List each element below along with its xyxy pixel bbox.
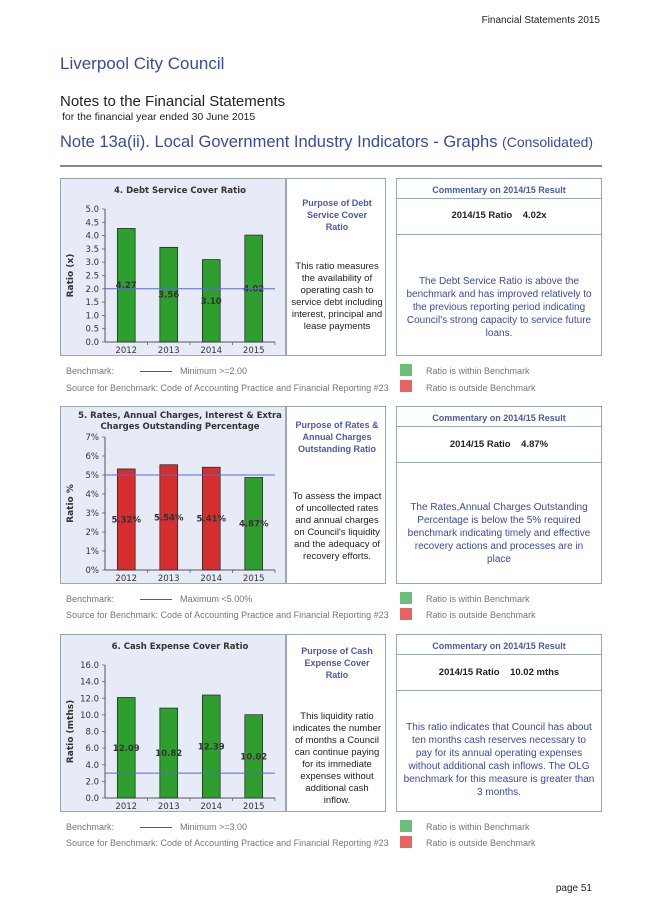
y-tick-label: 4.0 xyxy=(85,231,99,242)
divider xyxy=(397,198,601,199)
benchmark-line-swatch xyxy=(140,371,172,372)
divider xyxy=(397,462,601,463)
x-tick-label: 2015 xyxy=(242,574,265,583)
ratio-value: 4.87% xyxy=(521,439,549,450)
chart-title: 6. Cash Expense Cover Ratio xyxy=(111,642,249,652)
y-tick-label: 3.5 xyxy=(85,244,99,255)
legend-outside: Ratio is outside Benchmark xyxy=(426,383,536,393)
y-axis-label: Ratio (mths) xyxy=(66,699,76,764)
chart-panel xyxy=(60,634,286,812)
commentary-text: The Rates,Annual Charges Outstanding Percentage is below the 5% required benchmark indicating timely and effective recovery actions and processes are in place xyxy=(407,502,591,565)
benchmark-label: Benchmark: xyxy=(66,822,115,832)
within-benchmark-swatch xyxy=(400,820,412,832)
divider xyxy=(397,234,601,235)
bar-chart xyxy=(61,407,285,583)
heading-divider xyxy=(60,165,602,167)
commentary-heading: Commentary on 2014/15 Result xyxy=(432,641,566,651)
y-tick-label: 4.0 xyxy=(85,760,99,771)
y-tick-label: 0.0 xyxy=(85,338,99,348)
page-number: page 51 xyxy=(555,883,592,894)
y-tick-label: 0.0 xyxy=(85,794,99,804)
y-tick-label: 6% xyxy=(85,452,99,462)
legend-outside: Ratio is outside Benchmark xyxy=(426,838,536,848)
purpose-panel xyxy=(286,634,386,812)
ratio-label: 2014/15 Ratio xyxy=(451,210,513,221)
y-tick-label: 6.0 xyxy=(85,744,99,755)
legend-within: Ratio is within Benchmark xyxy=(426,594,530,604)
commentary-panel xyxy=(396,178,602,356)
y-tick-label: 1.5 xyxy=(85,298,99,309)
commentary-text: The Debt Service Ratio is above the benchmark and has improved relatively to the previous reporting period indicating Council's strong capacity to service future loans. xyxy=(406,276,592,339)
y-tick-label: 3.0 xyxy=(85,258,99,269)
x-tick-label: 2012 xyxy=(115,802,138,811)
commentary-heading: Commentary on 2014/15 Result xyxy=(432,413,566,423)
ratio-value: 4.02x xyxy=(522,210,547,221)
y-tick-label: 2.0 xyxy=(85,284,99,295)
commentary-text: This ratio indicates that Council has about ten months cash reserves necessary to pay for its annual operating expenses without additional cash inflows. The OLG benchmark for this measure is greater than 3 months. xyxy=(403,722,595,798)
y-tick-label: 16.0 xyxy=(80,661,99,671)
chart-title: 4. Debt Service Cover Ratio xyxy=(114,186,246,196)
council-name: Liverpool City Council xyxy=(60,54,225,73)
x-tick-label: 2015 xyxy=(242,346,265,355)
data-label: 4.02 xyxy=(243,284,265,295)
data-label: 5.41% xyxy=(196,514,226,525)
legend-within: Ratio is within Benchmark xyxy=(426,366,530,376)
note-heading-suffix: (Consolidated) xyxy=(502,134,594,150)
data-label: 12.09 xyxy=(112,743,140,754)
x-tick-label: 2014 xyxy=(200,574,223,583)
ratio-value: 10.02 mths xyxy=(510,667,560,678)
ratio-label: 2014/15 Ratio xyxy=(438,667,500,678)
purpose-text: This liquidity ratio indicates the number of months a Council can continue paying for its immediate expenses without additional cash inflow. xyxy=(292,711,382,806)
data-label: 10.02 xyxy=(240,752,268,763)
benchmark-value: Minimum >=3.00 xyxy=(180,822,248,832)
y-tick-label: 10.0 xyxy=(80,710,99,721)
x-tick-label: 2013 xyxy=(157,346,180,355)
y-tick-label: 5% xyxy=(85,471,99,481)
notes-title: Notes to the Financial Statements xyxy=(60,93,286,110)
divider xyxy=(397,654,601,655)
x-tick-label: 2015 xyxy=(242,802,265,811)
benchmark-line-swatch xyxy=(140,599,172,600)
y-tick-label: 12.0 xyxy=(80,694,99,705)
x-tick-label: 2013 xyxy=(157,574,180,583)
y-tick-label: 7% xyxy=(85,433,99,443)
commentary-panel xyxy=(396,406,602,584)
outside-benchmark-swatch xyxy=(400,608,412,620)
purpose-panel xyxy=(286,406,386,584)
divider xyxy=(397,426,601,427)
data-label: 12.39 xyxy=(197,742,225,753)
document-title: Financial Statements 2015 xyxy=(481,15,600,26)
note-heading-text: Note 13a(ii). Local Government Industry Indicators - Graphs xyxy=(60,133,498,151)
bar-chart xyxy=(61,635,285,811)
y-tick-label: 4.5 xyxy=(85,218,99,229)
y-tick-label: 4% xyxy=(85,490,99,500)
purpose-heading: Purpose of Cash Expense Cover Ratio xyxy=(301,646,373,680)
y-tick-label: 2% xyxy=(85,528,99,538)
y-tick-label: 1.0 xyxy=(85,311,99,322)
notes-subtitle: for the financial year ended 30 June 2015 xyxy=(62,111,256,123)
y-tick-label: 2.0 xyxy=(85,777,99,788)
y-tick-label: 0.5 xyxy=(85,324,99,335)
y-tick-label: 14.0 xyxy=(80,677,99,688)
benchmark-label: Benchmark: xyxy=(66,366,115,376)
chart-panel xyxy=(60,406,286,584)
outside-benchmark-swatch xyxy=(400,380,412,392)
benchmark-line-swatch xyxy=(140,827,172,828)
chart-title: 5. Rates, Annual Charges, Interest & Extra xyxy=(78,411,282,421)
note-heading xyxy=(60,133,593,152)
y-axis-label: Ratio (x) xyxy=(66,253,76,298)
purpose-heading: Purpose of Debt Service Cover Ratio xyxy=(302,198,372,232)
x-tick-label: 2014 xyxy=(200,802,223,811)
purpose-text: This ratio measures the availability of operating cash to service debt including interest, principal and lease payments xyxy=(291,261,383,332)
divider xyxy=(397,690,601,691)
y-tick-label: 2.5 xyxy=(85,271,99,282)
ratio-label: 2014/15 Ratio xyxy=(449,439,511,450)
y-tick-label: 0% xyxy=(85,566,99,576)
y-axis-label: Ratio % xyxy=(66,484,76,523)
data-label: 4.27 xyxy=(115,281,137,292)
benchmark-value: Maximum <5.00% xyxy=(180,594,253,604)
benchmark-label: Benchmark: xyxy=(66,594,115,604)
data-label: 5.32% xyxy=(111,515,141,526)
ratio-result xyxy=(397,667,601,678)
benchmark-source: Source for Benchmark: Code of Accounting Practice and Financial Reporting #23 xyxy=(66,610,389,620)
within-benchmark-swatch xyxy=(400,364,412,376)
ratio-result xyxy=(397,439,601,450)
y-tick-label: 8.0 xyxy=(85,727,99,738)
y-tick-label: 3% xyxy=(85,509,99,519)
commentary-heading: Commentary on 2014/15 Result xyxy=(432,185,566,195)
legend-within: Ratio is within Benchmark xyxy=(426,822,530,832)
data-label: 10.82 xyxy=(155,749,183,760)
chart-panel xyxy=(60,178,286,356)
purpose-heading: Purpose of Rates & Annual Charges Outstanding Ratio xyxy=(295,420,379,454)
purpose-text: To assess the impact of uncollected rates and annual charges on Council's liquidity and the adequacy of recovery efforts. xyxy=(292,491,382,562)
data-label: 5.54% xyxy=(154,513,184,524)
legend-outside: Ratio is outside Benchmark xyxy=(426,610,536,620)
data-label: 3.56 xyxy=(158,290,180,301)
x-tick-label: 2013 xyxy=(157,802,180,811)
data-label: 3.10 xyxy=(200,296,222,307)
commentary-panel xyxy=(396,634,602,812)
y-tick-label: 1% xyxy=(85,547,99,557)
benchmark-source: Source for Benchmark: Code of Accounting Practice and Financial Reporting #23 xyxy=(66,383,389,393)
benchmark-value: Minimum >=2.00 xyxy=(180,366,248,376)
x-tick-label: 2012 xyxy=(115,346,138,355)
y-tick-label: 5.0 xyxy=(85,205,99,215)
x-tick-label: 2014 xyxy=(200,346,223,355)
purpose-panel xyxy=(286,178,386,356)
x-tick-label: 2012 xyxy=(115,574,138,583)
ratio-result xyxy=(397,210,601,221)
benchmark-source: Source for Benchmark: Code of Accounting Practice and Financial Reporting #23 xyxy=(66,838,389,848)
chart-title: Charges Outstanding Percentage xyxy=(100,422,260,432)
within-benchmark-swatch xyxy=(400,592,412,604)
outside-benchmark-swatch xyxy=(400,836,412,848)
bar-chart xyxy=(61,179,285,355)
data-label: 4.87% xyxy=(239,519,269,530)
